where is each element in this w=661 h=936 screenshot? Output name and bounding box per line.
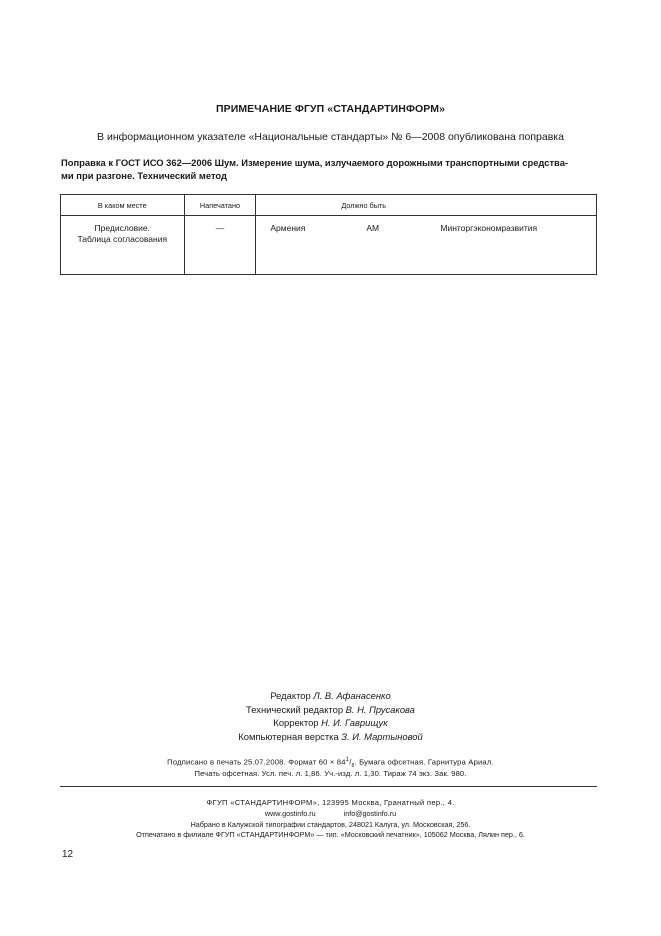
format-sub: 8 — [351, 763, 355, 770]
cell-country: Армения — [270, 223, 306, 233]
cell-agency: Минторгэкономразвития — [440, 223, 538, 233]
credit-proofreader-label: Корректор — [273, 717, 319, 728]
credits — [0, 689, 661, 743]
amendment-title-line-2: ми при разгоне. Технический метод — [61, 170, 227, 181]
divider-line — [60, 786, 597, 787]
print-info-line-1: Подписано в печать 25.07.2008. Формат $60 \times 84^1/_8$. Бумага офсетная. Гарнитура Ариал. — [167, 757, 494, 770]
credit-tech-editor — [0, 703, 661, 717]
print-info-1a: Подписано в печать 25.07.2008. Формат 60 × 84 — [167, 757, 346, 767]
credit-tech-editor-name: В. Н. Прусакова — [345, 703, 415, 715]
credit-layout-name: З. И. Мартыновой — [341, 730, 423, 742]
credit-editor-label: Редактор — [270, 690, 311, 701]
cell-code: AM — [366, 223, 380, 233]
note-intro: В информационном указателе «Национальные стандарты» № 6—2008 опубликована поправка — [97, 131, 564, 143]
correction-table — [60, 194, 597, 275]
publisher-address: ФГУП «СТАНДАРТИНФОРМ», 123995 Москва, Гранатный пер., 4. — [206, 798, 455, 807]
publisher-email: info@gostinfo.ru — [343, 809, 397, 818]
format-sup: 1 — [345, 757, 350, 763]
credit-proofreader — [0, 716, 661, 730]
cell-printed: — — [184, 216, 256, 275]
table-row — [61, 216, 597, 275]
cell-where-line-1: Предисловие. — [94, 223, 151, 233]
note-title: ПРИМЕЧАНИЕ ФГУП «СТАНДАРТИНФОРМ» — [215, 103, 446, 115]
credit-layout — [0, 730, 661, 744]
cell-where-line-2: Таблица согласования — [77, 234, 168, 244]
printing-info: Отпечатано в филиале ФГУП «СТАНДАРТИНФОРМ» — тип. «Московский печатник», 105062 Москва, Лялин пер., 6. — [136, 830, 525, 839]
credit-layout-label: Компьютерная верстка — [238, 730, 339, 742]
print-info-1b: . Бумага офсетная. Гарнитура Ариал. — [354, 757, 494, 767]
page-number: 12 — [62, 849, 74, 860]
credit-proofreader-name: Н. И. Гаврищук — [321, 717, 388, 728]
publisher-site: www.gostinfo.ru — [264, 809, 316, 818]
print-info-line-2: Печать офсетная. Усл. печ. л. 1,86. Уч.-изд. л. 1,30. Тираж 74 экз. Зак. 980. — [194, 769, 467, 778]
credit-editor-name: Л. В. Афанасенко — [313, 690, 391, 701]
typesetting-info: Набрано в Калужской типографии стандартов, 248021 Калуга, ул. Московская, 256. — [190, 820, 471, 829]
publisher-contacts — [0, 809, 661, 818]
header-printed: Напечатано — [184, 195, 256, 216]
table-header-row — [61, 195, 597, 216]
amendment-title-line-1: Поправка к ГОСТ ИСО 362—2006 Шум. Измерение шума, излучаемого дорожными транспортными средства- — [61, 157, 569, 168]
header-where: В каком месте — [61, 195, 185, 216]
cell-should-be — [256, 216, 597, 275]
credit-editor — [0, 689, 661, 703]
header-should-be: Должно быть — [256, 195, 597, 216]
amendment-title — [61, 156, 601, 182]
credit-tech-editor-label: Технический редактор — [246, 703, 344, 715]
cell-where — [61, 216, 185, 275]
